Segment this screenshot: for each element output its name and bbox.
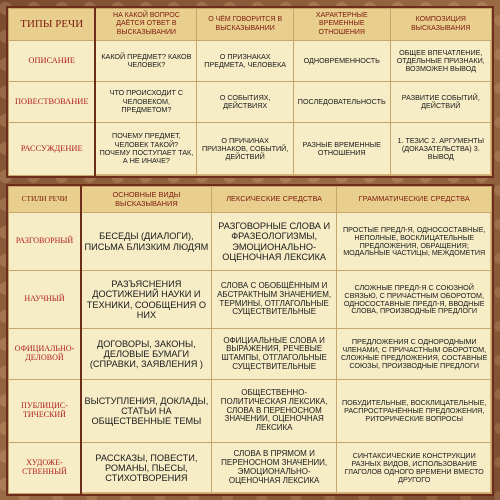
speech-styles-panel	[6, 184, 494, 496]
speech-style-cell: ОБЩЕСТВЕННО-ПОЛИТИЧЕСКАЯ ЛЕКСИКА, СЛОВА В ПЕРЕНОСНОМ ЗНАЧЕНИИ, ОЦЕНОЧНАЯ ЛЕКСИКА	[211, 380, 337, 443]
speech-styles-header-row	[9, 187, 492, 213]
speech-types-header-row	[9, 9, 492, 41]
speech-type-row	[9, 81, 492, 122]
speech-style-row	[9, 329, 492, 380]
speech-style-row	[9, 380, 492, 443]
speech-style-cell: РАЗЪЯСНЕНИЯ ДОСТИЖЕНИЙ НАУКИ И ТЕХНИКИ, СООБЩЕНИЯ О НИХ	[81, 271, 211, 329]
speech-types-header: КОМПОЗИЦИЯ ВЫСКАЗЫВАНИЯ	[390, 9, 491, 41]
speech-type-row	[9, 122, 492, 175]
speech-style-cell: ПОБУДИТЕЛЬНЫЕ, ВОСКЛИЦАТЕЛЬНЫЕ, РАСПРОСТРАНЁННЫЕ ПРЕДЛОЖЕНИЯ, РИТОРИЧЕСКИЕ ВОПРОСЫ	[337, 380, 492, 443]
speech-style-cell: РАЗГОВОРНЫЕ СЛОВА И ФРАЗЕОЛОГИЗМЫ, ЭМОЦИОНАЛЬНО-ОЦЕНОЧНАЯ ЛЕКСИКА	[211, 213, 337, 271]
speech-styles-corner: СТИЛИ РЕЧИ	[9, 187, 81, 213]
speech-style-name: НАУЧНЫЙ	[9, 271, 81, 329]
speech-style-cell: БЕСЕДЫ (ДИАЛОГИ), ПИСЬМА БЛИЗКИМ ЛЮДЯМ	[81, 213, 211, 271]
speech-type-cell: ПОСЛЕДОВАТЕЛЬНОСТЬ	[293, 81, 390, 122]
speech-type-cell: О ПРИЗНАКАХ ПРЕДМЕТА, ЧЕЛОВЕКА	[197, 41, 294, 82]
speech-type-name: ОПИСАНИЕ	[9, 41, 96, 82]
speech-type-cell: О СОБЫТИЯХ, ДЕЙСТВИЯХ	[197, 81, 294, 122]
speech-type-cell: ОБЩЕЕ ВПЕЧАТЛЕНИЕ, ОТДЕЛЬНЫЕ ПРИЗНАКИ, ВОЗМОЖЕН ВЫВОД	[390, 41, 491, 82]
speech-style-cell: ДОГОВОРЫ, ЗАКОНЫ, ДЕЛОВЫЕ БУМАГИ (СПРАВКИ, ЗАЯВЛЕНИЯ )	[81, 329, 211, 380]
speech-style-cell: ОФИЦИАЛЬНЫЕ СЛОВА И ВЫРАЖЕНИЯ, РЕЧЕВЫЕ ШТАМПЫ, ОТГЛАГОЛЬНЫЕ СУЩЕСТВИТЕЛЬНЫЕ	[211, 329, 337, 380]
speech-types-header: ХАРАКТЕРНЫЕ ВРЕМЕННЫЕ ОТНОШЕНИЯ	[293, 9, 390, 41]
speech-style-cell: ПРОСТЫЕ ПРЕДЛ-Я, ОДНОСОСТАВНЫЕ, НЕПОЛНЫЕ, ВОСКЛИЦАТЕЛЬНЫЕ ПРЕДЛОЖЕНИЯ, ОБРАЩЕНИЯ; МОДАЛЬНЫЕ ЧАСТИЦЫ, МЕЖДОМЕТИЯ	[337, 213, 492, 271]
speech-style-cell: РАССКАЗЫ, ПОВЕСТИ, РОМАНЫ, ПЬЕСЫ, СТИХОТВОРЕНИЯ	[81, 442, 211, 493]
speech-style-name: РАЗГОВОРНЫЙ	[9, 213, 81, 271]
speech-type-cell: 1. ТЕЗИС 2. АРГУМЕНТЫ (ДОКАЗАТЕЛЬСТВА) 3. ВЫВОД	[390, 122, 491, 175]
speech-types-table	[8, 8, 492, 176]
speech-type-cell: ОДНОВРЕМЕННОСТЬ	[293, 41, 390, 82]
speech-style-cell: СЛОВА В ПРЯМОМ И ПЕРЕНОСНОМ ЗНАЧЕНИИ, ЭМОЦИОНАЛЬНО-ОЦЕНОЧНАЯ ЛЕКСИКА	[211, 442, 337, 493]
speech-type-cell: ПОЧЕМУ ПРЕДМЕТ, ЧЕЛОВЕК ТАКОЙ? ПОЧЕМУ ПОСТУПАЕТ ТАК, А НЕ ИНАЧЕ?	[95, 122, 196, 175]
speech-styles-header: ОСНОВНЫЕ ВИДЫ ВЫСКАЗЫВАНИЯ	[81, 187, 211, 213]
speech-style-cell: ПРЕДЛОЖЕНИЯ С ОДНОРОДНЫМИ ЧЛЕНАМИ, С ПРИЧАСТНЫМ ОБОРОТОМ, СЛОЖНЫЕ ПРЕДЛОЖЕНИЯ, СОСТАВНЫЕ СОЮЗЫ, ПРОИЗВОДНЫЕ ПРЕДЛОГИ	[337, 329, 492, 380]
speech-style-cell: ВЫСТУПЛЕНИЯ, ДОКЛАДЫ, СТАТЬИ НА ОБЩЕСТВЕННЫЕ ТЕМЫ	[81, 380, 211, 443]
speech-style-row	[9, 442, 492, 493]
speech-types-panel	[6, 6, 494, 178]
speech-style-name: ПУБЛИЦИС-ТИЧЕСКИЙ	[9, 380, 81, 443]
speech-styles-table	[8, 186, 492, 494]
speech-type-cell: ЧТО ПРОИСХОДИТ С ЧЕЛОВЕКОМ, ПРЕДМЕТОМ?	[95, 81, 196, 122]
speech-types-corner: ТИПЫ РЕЧИ	[9, 9, 96, 41]
speech-types-header: О ЧЁМ ГОВОРИТСЯ В ВЫСКАЗЫВАНИИ	[197, 9, 294, 41]
speech-type-row	[9, 41, 492, 82]
speech-type-cell: РАЗВИТИЕ СОБЫТИЙ, ДЕЙСТВИЙ	[390, 81, 491, 122]
speech-style-cell: СЛОЖНЫЕ ПРЕДЛ-Я С СОЮЗНОЙ СВЯЗЬЮ, С ПРИЧАСТНЫМ ОБОРОТОМ, ОДНОСОСТАВНЫЕ ПРЕДЛ-Я, ВВОДНЫЕ СЛОВА, ПРОИЗВОДНЫЕ ПРЕДЛОГИ	[337, 271, 492, 329]
speech-styles-header: ГРАММАТИЧЕСКИЕ СРЕДСТВА	[337, 187, 492, 213]
speech-styles-header: ЛЕКСИЧЕСКИЕ СРЕДСТВА	[211, 187, 337, 213]
speech-style-cell: СИНТАКСИЧЕСКИЕ КОНСТРУКЦИИ РАЗНЫХ ВИДОВ, ИСПОЛЬЗОВАНИЕ ГЛАГОЛОВ ОДНОГО ВРЕМЕНИ ВМЕСТО ДРУГОГО	[337, 442, 492, 493]
speech-type-cell: РАЗНЫЕ ВРЕМЕННЫЕ ОТНОШЕНИЯ	[293, 122, 390, 175]
speech-type-name: РАССУЖДЕНИЕ	[9, 122, 96, 175]
speech-style-name: ОФИЦИАЛЬНО-ДЕЛОВОЙ	[9, 329, 81, 380]
speech-style-cell: СЛОВА С ОБОБЩЁННЫМ И АБСТРАКТНЫМ ЗНАЧЕНИЕМ, ТЕРМИНЫ, ОТГЛАГОЛЬНЫЕ СУЩЕСТВИТЕЛЬНЫЕ	[211, 271, 337, 329]
speech-type-cell: КАКОЙ ПРЕДМЕТ? КАКОВ ЧЕЛОВЕК?	[95, 41, 196, 82]
speech-style-row	[9, 213, 492, 271]
speech-types-header: НА КАКОЙ ВОПРОС ДАЁТСЯ ОТВЕТ В ВЫСКАЗЫВАНИИ	[95, 9, 196, 41]
speech-style-row	[9, 271, 492, 329]
speech-style-name: ХУДОЖЕ-СТВЕННЫЙ	[9, 442, 81, 493]
speech-type-cell: О ПРИЧИНАХ ПРИЗНАКОВ, СОБЫТИЙ, ДЕЙСТВИЙ	[197, 122, 294, 175]
speech-type-name: ПОВЕСТВОВАНИЕ	[9, 81, 96, 122]
